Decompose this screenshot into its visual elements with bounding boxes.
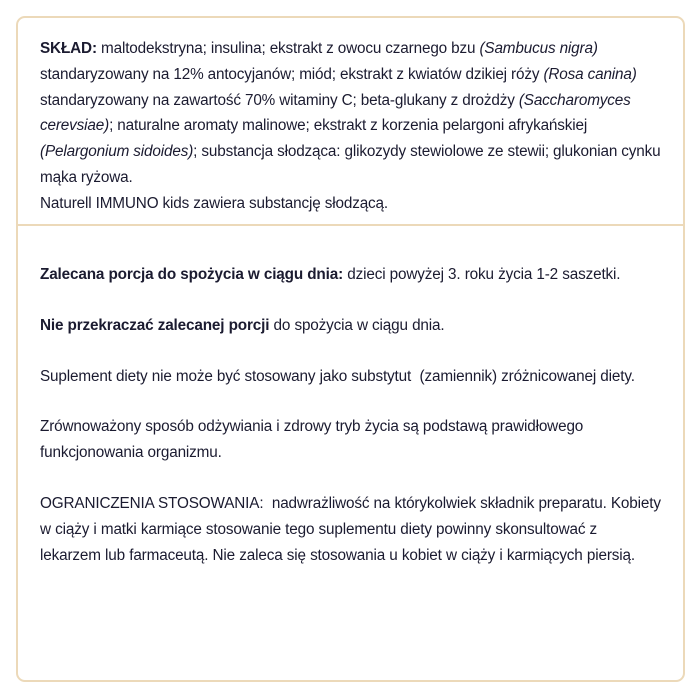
paragraph-balanced-lifestyle [40, 414, 661, 466]
balanced-lifestyle-text: Zrównoważony sposób odżywiania i zdrowy tryb życia są podstawą prawidłowego funkcjonowania organizmu. [40, 418, 584, 462]
ingredients-text-3: standaryzowany na zawartość 70% witaminy C; beta-glukany z drożdży [40, 91, 519, 109]
contraindications-text: nadwrażliwość na którykolwiek składnik preparatu. Kobiety w ciąży i matki karmiące stosowanie tego suplementu diety powinny skonsultować z lekarzem lub farmaceutą. Nie zaleca się stosowania u kobiet w ciąży i karmiących piersią. [40, 494, 666, 564]
dosage-bold-lead: Zalecana porcja do spożycia w ciągu dnia: [40, 266, 344, 283]
paragraph-not-substitute [40, 364, 661, 390]
latin-name-pelargonium-sidoides: (Pelargonium sidoides) [40, 143, 194, 161]
ingredients-text-5: ; substancja słodząca: glikozydy stewiolowe ze stewii; glukonian cynku mąka ryżowa. [40, 143, 661, 186]
usage-section [18, 226, 683, 680]
sweetener-notice: Naturell IMMUNO kids zawiera substancję słodzącą. [40, 194, 389, 212]
ingredients-text-4: ; naturalne aromaty malinowe; ekstrakt z korzenia pelargoni afrykańskiej [109, 117, 588, 135]
not-substitute-text: Suplement diety nie może być stosowany jako substytut (zamiennik) zróżnicowanej diety. [40, 367, 635, 385]
label-panel [16, 16, 685, 682]
latin-name-sambucus-nigra: (Sambucus nigra) [479, 40, 598, 57]
ingredients-text-2: standaryzowany na 12% antocyjanów; miód; ekstrakt z kwiatów dzikiej róży [40, 65, 544, 83]
ingredients-heading: SKŁAD: [40, 40, 97, 57]
latin-name-saccharomyces-cerevisiae: (Saccharomyces cerevsiae) [40, 91, 631, 135]
paragraph-do-not-exceed [40, 313, 661, 339]
latin-name-rosa-canina: (Rosa canina) [543, 65, 637, 83]
ingredients-paragraph [40, 36, 661, 217]
ingredients-text-1: maltodekstryna; insulina; ekstrakt z owocu czarnego bzu [96, 40, 480, 57]
dosage-text: dzieci powyżej 3. roku życia 1-2 saszetki. [343, 266, 621, 283]
do-not-exceed-bold-lead: Nie przekraczać zalecanej porcji [40, 316, 270, 334]
ingredients-section [18, 18, 683, 224]
paragraph-dosage [40, 262, 661, 288]
paragraph-contraindications [40, 491, 666, 568]
contraindications-caps-lead: OGRANICZENIA STOSOWANIA: [40, 494, 264, 512]
do-not-exceed-text: do spożycia w ciągu dnia. [269, 316, 445, 334]
